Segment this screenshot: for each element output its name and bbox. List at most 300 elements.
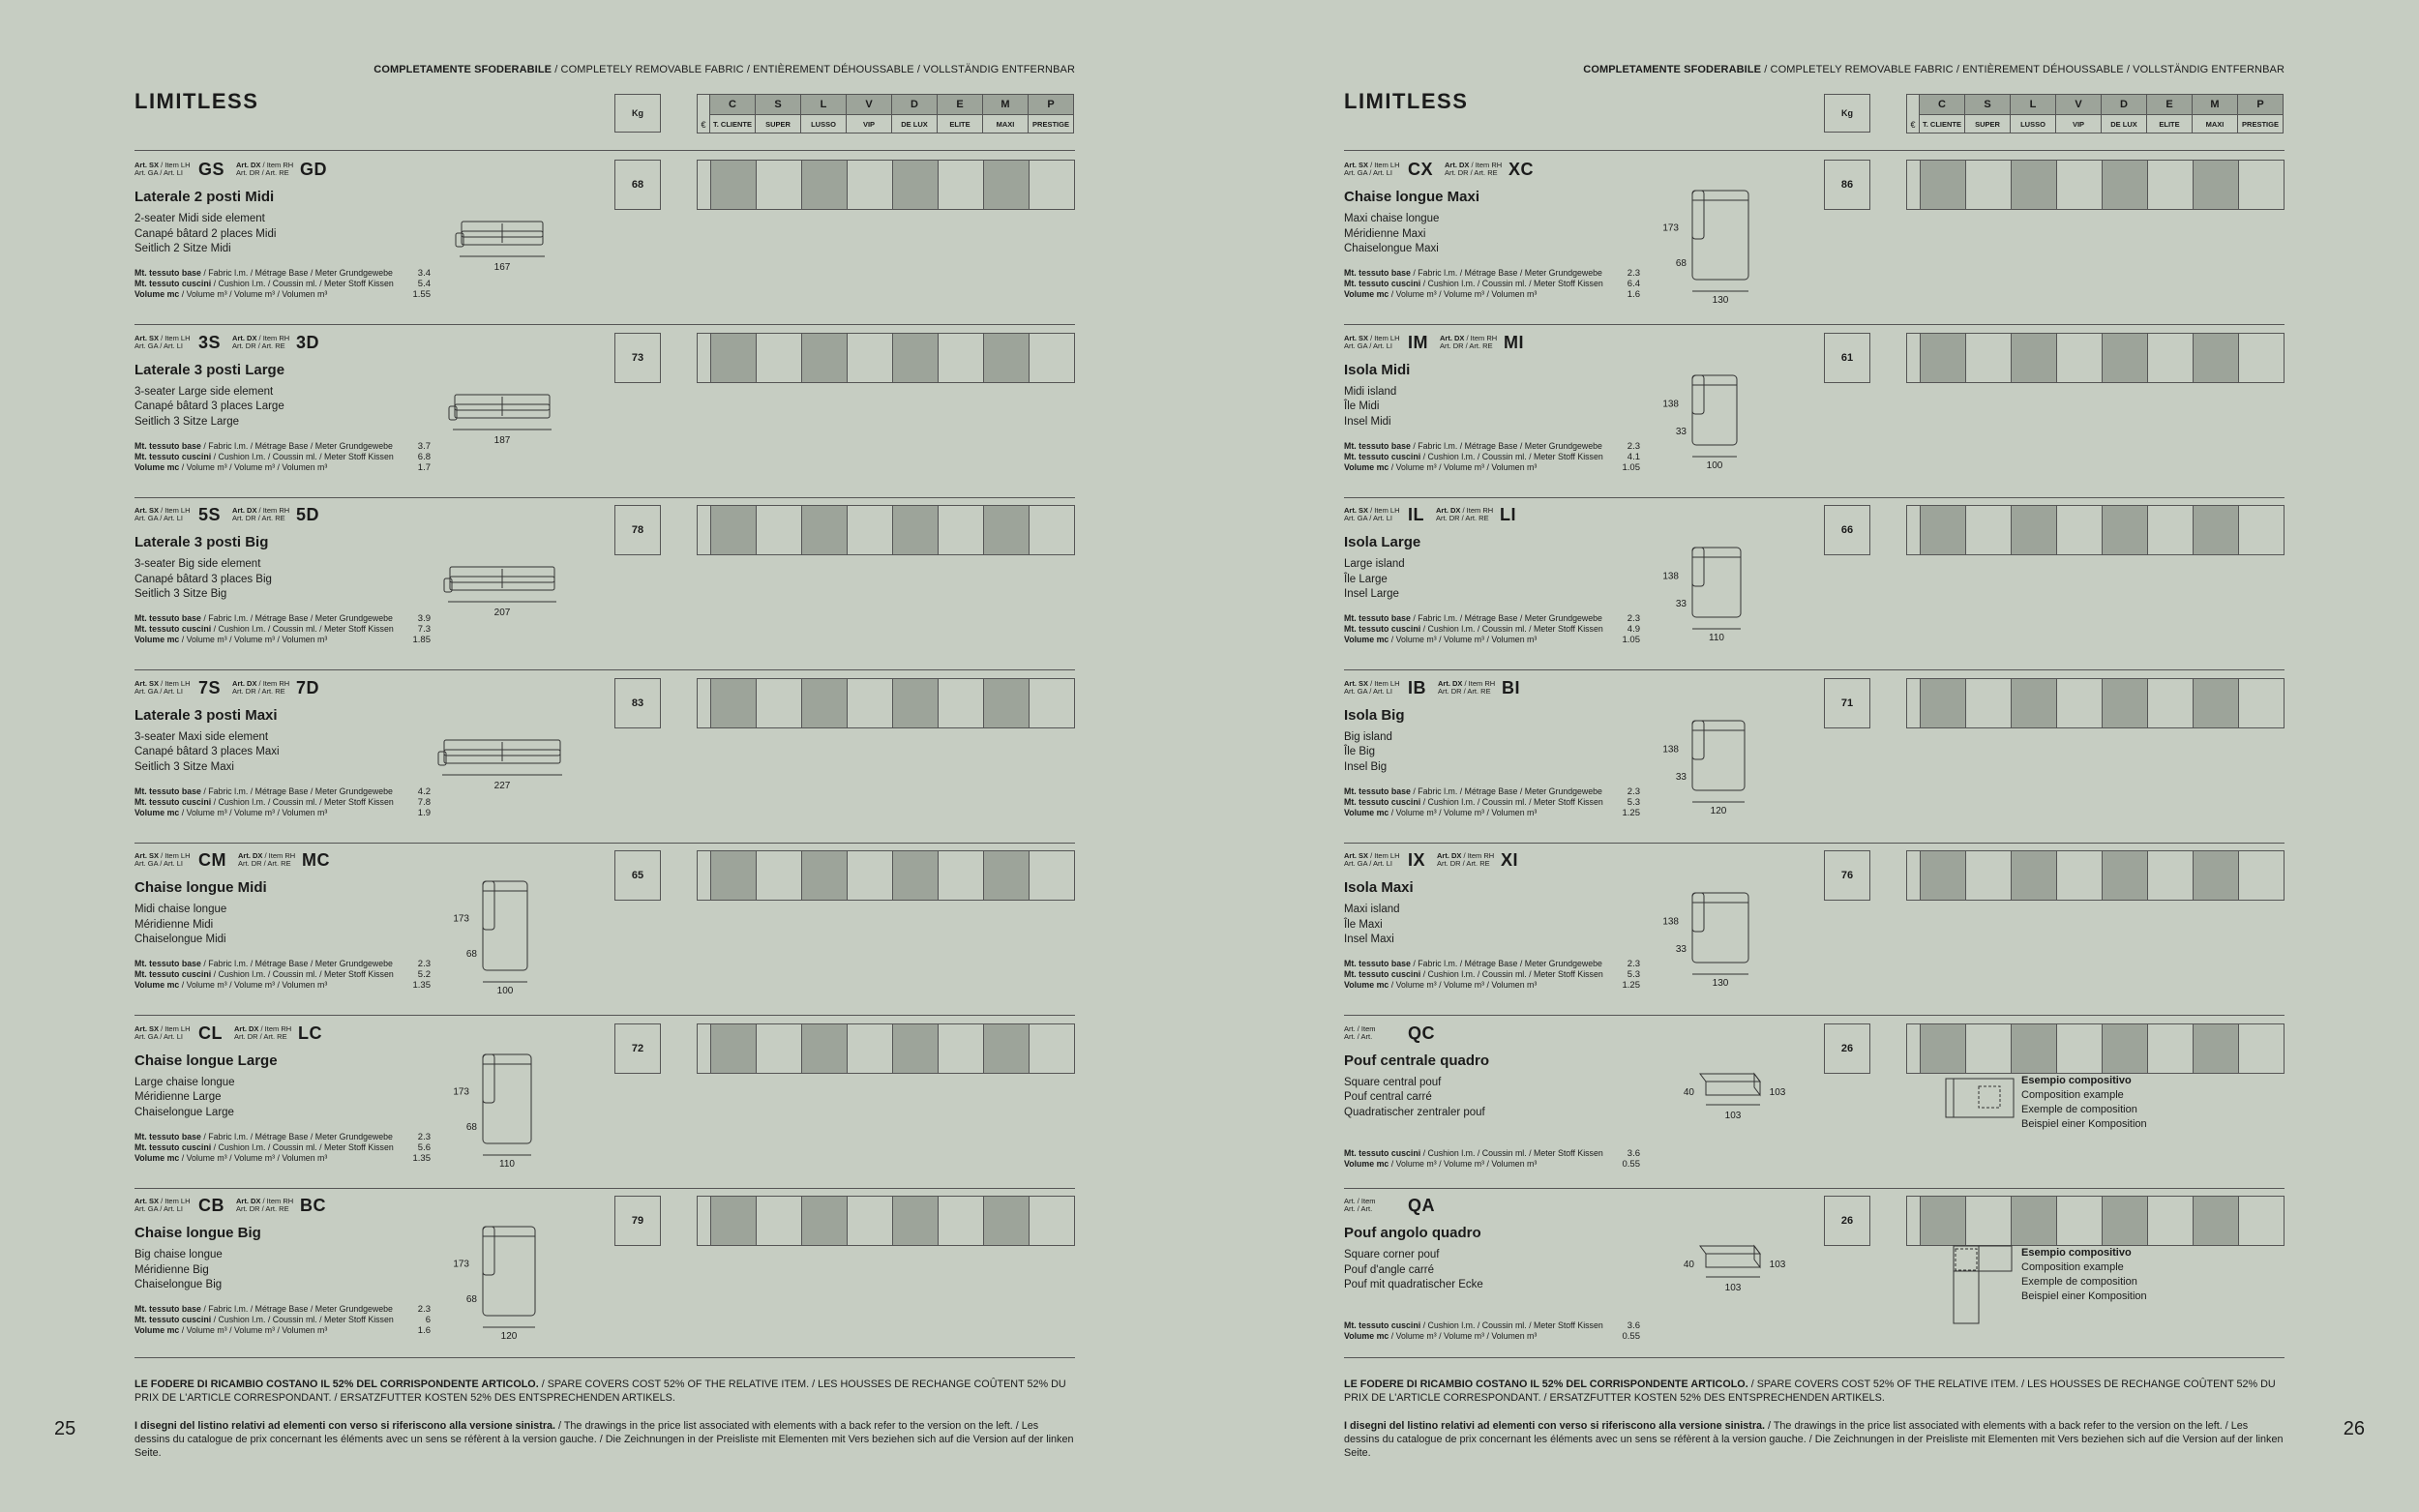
rh-code: LI <box>1500 505 1516 524</box>
spec-line: Volume mc / Volume m³ / Volume m³ / Volumen m³ <box>1344 1331 1538 1341</box>
article-codes <box>134 1025 334 1041</box>
element-drawing-svg <box>1634 181 1818 316</box>
pouf-front <box>1706 1254 1760 1267</box>
description-line: Insel Midi <box>1344 415 1391 428</box>
spec-line: Mt. tessuto cuscini / Cushion l.m. / Coussin ml. / Meter Stoff Kissen <box>134 969 394 979</box>
lh-label: Art. SX / Item LH Art. GA / Art. LI <box>134 678 191 696</box>
spec-line: Volume mc / Volume m³ / Volume m³ / Volumen m³ <box>1344 807 1538 817</box>
spec-value: 1.05 <box>1622 461 1640 473</box>
chaise-body <box>1692 893 1748 963</box>
price-cell-s <box>757 334 802 382</box>
description-line: Île Big <box>1344 746 1375 757</box>
lh-label: Art. SX / Item LH Art. GA / Art. LI <box>134 506 191 522</box>
rh-code: MC <box>302 850 330 870</box>
composition-outline <box>1946 1079 2014 1117</box>
price-cell-c <box>711 1197 757 1245</box>
item-title: Chaise longue Big <box>134 1225 261 1241</box>
footer-notes: LE FODERE DI RICAMBIO COSTANO IL 52% DEL CORRISPONDENTE ARTICOLO. / SPARE COVERS COST 52% OF THE RELATIVE ITEM. / LES HOUSSES DE RECHANGE COÛTENT 52% DU PRIX DE L'ARTICLE CORRESPONDANT. / ERSATZFUTTER KOSTEN 52% DES ENTSPRECHENDEN ARTIKELS. I disegni del listino relativi ad elementi con verso si riferiscono alla versione sinistra. / The drawings in the price list associated with elements with a back refer to the version on the left. / Les dessins du catalogue de prix concernant les éléments avec un sens se réfèrent à la version gauche. / Die Zeichnungen in der Preisliste mit Elementen mit Vers beziehen sich auf die Version auf der linken Seite. <box>1344 1357 2285 1474</box>
rh-label: Art. DX / Item RH Art. DR / Art. RE <box>1436 506 1494 522</box>
spec-line: Mt. tessuto cuscini / Cushion l.m. / Coussin ml. / Meter Stoff Kissen <box>134 1141 394 1152</box>
price-euro-cell <box>1907 1197 1921 1245</box>
price-cell-m <box>2194 334 2239 382</box>
article-codes <box>134 852 342 868</box>
lh-code: 3S <box>198 332 222 352</box>
price-cell-e <box>2148 1024 2194 1073</box>
composition-pouf <box>1979 1086 2000 1108</box>
article-code: QC <box>1408 1023 1435 1043</box>
price-cell-e <box>939 851 984 900</box>
item-description <box>134 903 226 948</box>
item-description <box>1344 557 1405 603</box>
price-name: DE LUX <box>2102 115 2147 133</box>
price-cell-d <box>2103 506 2148 554</box>
price-column-c <box>710 94 756 133</box>
price-cell-e <box>2148 161 2194 209</box>
description-line: Midi island <box>1344 385 1397 398</box>
spec-value: 1.6 <box>1627 289 1640 300</box>
price-cell-p <box>1030 334 1074 382</box>
price-cell-e <box>939 1197 984 1245</box>
price-letter: C <box>710 94 756 115</box>
catalog-item <box>134 497 1075 669</box>
spec-line: Mt. tessuto base / Fabric l.m. / Métrage Base / Meter Grundgewebe <box>1344 613 1602 623</box>
composition-outline-top <box>1954 1246 2012 1271</box>
price-cells <box>1906 678 2285 728</box>
element-drawing-svg <box>425 872 609 1007</box>
fabric-specs <box>134 613 394 645</box>
chaise-back <box>1692 548 1704 586</box>
spec-line: Volume mc / Volume m³ / Volume m³ / Volumen m³ <box>1344 461 1538 472</box>
composition-example-drawing <box>1944 1241 2021 1333</box>
item-weight: 61 <box>1824 333 1870 383</box>
euro-symbol: € <box>1906 94 1920 133</box>
spec-value: 3.4 <box>417 268 431 279</box>
width-label: 130 <box>1712 295 1729 306</box>
spec-value: 3.6 <box>1627 1147 1640 1159</box>
element-drawing <box>1634 699 1818 840</box>
description-line: Méridienne Large <box>134 1091 222 1103</box>
price-cell-m <box>2194 1197 2239 1245</box>
spec-line: Volume mc / Volume m³ / Volume m³ / Volumen m³ <box>134 1325 328 1335</box>
price-cell-e <box>939 1024 984 1073</box>
price-euro-cell <box>698 1197 711 1245</box>
article-label: Art. / Item Art. / Art. <box>1344 1023 1376 1041</box>
catalog-item <box>1344 670 2285 843</box>
item-description <box>1344 212 1439 257</box>
kg-header: Kg <box>614 94 661 133</box>
price-cell-e <box>939 506 984 554</box>
price-cell-m <box>2194 679 2239 727</box>
width-label: 167 <box>493 262 511 273</box>
width-label: 110 <box>499 1158 515 1170</box>
price-letter: D <box>2102 94 2147 115</box>
element-drawing <box>425 354 609 494</box>
price-letter: P <box>1029 94 1074 115</box>
depth-label: 138 <box>1662 743 1679 755</box>
description-line: Seitlich 3 Sitze Big <box>134 588 227 600</box>
price-cell-e <box>2148 851 2194 900</box>
spec-value: 1.9 <box>417 807 431 818</box>
element-drawing-svg <box>425 1045 609 1180</box>
row-separator <box>134 1015 1075 1016</box>
price-cell-c <box>1921 161 1966 209</box>
removable-fabric-note: COMPLETAMENTE SFODERABILE / COMPLETELY REMOVABLE FABRIC / ENTIÈREMENT DÉHOUSSABLE / VOLLSTÄNDIG ENTFERNBAR <box>1583 64 2285 75</box>
depth-label: 138 <box>1662 571 1679 582</box>
lh-code: CX <box>1408 160 1434 179</box>
price-cell-d <box>893 679 939 727</box>
composition-back <box>1946 1079 1954 1117</box>
height-label: 40 <box>1683 1260 1694 1270</box>
element-drawing <box>1634 181 1818 321</box>
price-cell-l <box>802 1024 848 1073</box>
price-name: PRESTIGE <box>1029 115 1074 133</box>
price-cell-c <box>1921 506 1966 554</box>
fabric-specs <box>134 268 394 300</box>
price-header <box>697 94 1074 133</box>
element-drawing <box>1634 526 1818 667</box>
spec-value: 4.1 <box>1627 451 1640 462</box>
price-euro-cell <box>1907 506 1921 554</box>
price-cell-m <box>2194 1024 2239 1073</box>
price-cells <box>697 160 1075 210</box>
price-cell-c <box>711 851 757 900</box>
price-letter: V <box>2056 94 2102 115</box>
price-cell-p <box>1030 851 1074 900</box>
element-drawing <box>425 181 609 321</box>
description-line: Insel Maxi <box>1344 934 1394 945</box>
description-line: Midi chaise longue <box>134 904 227 915</box>
element-drawing-svg <box>425 354 609 489</box>
spec-line: Mt. tessuto base / Fabric l.m. / Métrage Base / Meter Grundgewebe <box>1344 268 1602 278</box>
price-column-c <box>1920 94 1965 133</box>
price-cell-c <box>1921 334 1966 382</box>
price-cell-v <box>2057 506 2103 554</box>
spec-line: Mt. tessuto cuscini / Cushion l.m. / Coussin ml. / Meter Stoff Kissen <box>134 451 394 461</box>
description-line: Insel Big <box>1344 760 1388 773</box>
lh-label: Art. SX / Item LH Art. GA / Art. LI <box>134 851 191 868</box>
spec-line: Volume mc / Volume m³ / Volume m³ / Volumen m³ <box>134 289 328 299</box>
description-line: Chaiselongue Large <box>134 1106 234 1118</box>
description-line: Île Maxi <box>1344 918 1383 931</box>
lh-label: Art. SX / Item LH Art. GA / Art. LI <box>1344 678 1400 696</box>
spec-line: Volume mc / Volume m³ / Volume m³ / Volumen m³ <box>1344 980 1538 990</box>
description-line: Canapé bâtard 3 places Large <box>134 400 284 412</box>
price-cell-v <box>848 1024 893 1073</box>
row-separator <box>134 497 1075 498</box>
price-euro-cell <box>698 334 711 382</box>
spec-value: 5.6 <box>417 1141 431 1153</box>
row-separator <box>1344 669 2285 670</box>
price-cells <box>1906 505 2285 555</box>
price-cell-p <box>1030 506 1074 554</box>
description-line: Méridienne Maxi <box>1344 227 1426 240</box>
description-line: Maxi chaise longue <box>1344 213 1440 224</box>
spec-value: 1.35 <box>412 980 431 991</box>
spec-line: Mt. tessuto base / Fabric l.m. / Métrage Base / Meter Grundgewebe <box>1344 786 1602 796</box>
chaise-back <box>1692 375 1704 414</box>
price-cells <box>1906 333 2285 383</box>
item-description <box>1344 385 1396 430</box>
description-line: Méridienne Midi <box>134 918 214 931</box>
spec-line: Mt. tessuto base / Fabric l.m. / Métrage Base / Meter Grundgewebe <box>134 1131 393 1141</box>
chaise-body <box>1692 375 1737 445</box>
spec-line: Mt. tessuto base / Fabric l.m. / Métrage Base / Meter Grundgewebe <box>1344 959 1602 968</box>
price-cell-c <box>711 161 757 209</box>
spec-line: Mt. tessuto cuscini / Cushion l.m. / Coussin ml. / Meter Stoff Kissen <box>1344 1147 1603 1158</box>
spec-line: Volume mc / Volume m³ / Volume m³ / Volumen m³ <box>1344 1158 1538 1169</box>
price-cell-c <box>711 1024 757 1073</box>
chaise-body <box>1692 721 1745 790</box>
price-cell-e <box>2148 506 2194 554</box>
price-euro-cell <box>1907 1024 1921 1073</box>
price-cells <box>697 1023 1075 1074</box>
catalog-item <box>134 670 1075 843</box>
fabric-specs <box>1344 268 1603 300</box>
price-cell-v <box>848 851 893 900</box>
width-label: 110 <box>1709 633 1724 643</box>
price-column-v <box>847 94 892 133</box>
description-line: Quadratischer zentraler pouf <box>1344 1106 1485 1118</box>
price-euro-cell <box>698 679 711 727</box>
fabric-specs <box>1344 786 1603 818</box>
spec-value: 3.6 <box>1627 1320 1640 1331</box>
pouf-side <box>1754 1246 1760 1267</box>
composition-outline-side <box>1954 1246 1979 1323</box>
element-drawing-svg <box>1634 354 1818 489</box>
article-codes <box>1344 507 1528 522</box>
price-cell-p <box>2239 1024 2284 1073</box>
price-cell-l <box>802 679 848 727</box>
item-title: Isola Large <box>1344 534 1421 550</box>
item-weight: 71 <box>1824 678 1870 728</box>
spec-line: Mt. tessuto base / Fabric l.m. / Métrage Base / Meter Grundgewebe <box>134 613 393 623</box>
price-cells <box>697 505 1075 555</box>
description-line: Canapé bâtard 3 places Maxi <box>134 746 280 757</box>
item-weight: 86 <box>1824 160 1870 210</box>
lh-label: Art. SX / Item LH Art. GA / Art. LI <box>1344 851 1400 868</box>
item-title: Isola Midi <box>1344 361 1411 378</box>
price-cell-l <box>802 161 848 209</box>
spec-line: Mt. tessuto cuscini / Cushion l.m. / Coussin ml. / Meter Stoff Kissen <box>1344 624 1603 634</box>
chaise-back <box>483 1054 494 1103</box>
item-weight: 72 <box>614 1023 661 1074</box>
article-label: Art. / Item Art. / Art. <box>1344 1197 1376 1213</box>
lh-label: Art. SX / Item LH Art. GA / Art. LI <box>134 1197 191 1213</box>
element-drawing-svg <box>1634 526 1818 662</box>
width-label: 103 <box>1724 1110 1742 1121</box>
catalog-item <box>134 152 1075 324</box>
spec-line: Mt. tessuto base / Fabric l.m. / Métrage Base / Meter Grundgewebe <box>134 1304 393 1314</box>
description-line: Large island <box>1344 558 1405 570</box>
element-drawing <box>425 526 609 667</box>
price-column-p <box>2238 94 2284 133</box>
description-line: Insel Large <box>1344 588 1399 600</box>
item-title: Pouf angolo quadro <box>1344 1225 1481 1241</box>
chaise-back <box>1692 191 1704 239</box>
catalog-item <box>134 1016 1075 1188</box>
spec-line: Mt. tessuto cuscini / Cushion l.m. / Coussin ml. / Meter Stoff Kissen <box>1344 1320 1603 1330</box>
item-weight: 26 <box>1824 1023 1870 1074</box>
row-separator <box>134 669 1075 670</box>
catalog-item <box>134 843 1075 1015</box>
item-description <box>1344 903 1400 948</box>
price-letter: M <box>2193 94 2238 115</box>
item-title: Isola Big <box>1344 706 1405 724</box>
price-letter: P <box>2238 94 2284 115</box>
spec-line: Mt. tessuto cuscini / Cushion l.m. / Coussin ml. / Meter Stoff Kissen <box>1344 969 1603 979</box>
price-cell-v <box>848 1197 893 1245</box>
rh-code: XC <box>1508 160 1535 179</box>
item-weight: 73 <box>614 333 661 383</box>
price-cell-s <box>1966 334 2012 382</box>
price-letter: S <box>1965 94 2011 115</box>
price-cell-s <box>1966 161 2012 209</box>
item-weight: 68 <box>614 160 661 210</box>
article-codes <box>1344 677 1532 697</box>
rh-label: Art. DX / Item RH Art. DR / Art. RE <box>236 1197 294 1213</box>
price-column-l <box>801 94 847 133</box>
price-cell-p <box>2239 506 2284 554</box>
description-line: Méridienne Big <box>134 1263 209 1276</box>
rh-label: Art. DX / Item RH Art. DR / Art. RE <box>232 506 290 522</box>
rh-code: BI <box>1502 677 1520 697</box>
width-label: 187 <box>493 434 511 446</box>
width-label: 120 <box>1710 805 1727 816</box>
removable-fabric-note: COMPLETAMENTE SFODERABILE / COMPLETELY REMOVABLE FABRIC / ENTIÈREMENT DÉHOUSSABLE / VOLLSTÄNDIG ENTFERNBAR <box>373 64 1075 75</box>
seat-depth-label: 33 <box>1675 599 1687 610</box>
price-letter: M <box>983 94 1029 115</box>
price-column-p <box>1029 94 1074 133</box>
composition-pouf <box>1956 1249 1977 1270</box>
kg-header: Kg <box>1824 94 1870 133</box>
description-line: Seitlich 3 Sitze Maxi <box>134 760 234 773</box>
price-cell-m <box>984 1024 1030 1073</box>
description-line: Pouf mit quadratischer Ecke <box>1344 1279 1483 1290</box>
price-cells <box>697 678 1075 728</box>
row-separator <box>1344 1015 2285 1016</box>
price-cells <box>1906 1023 2285 1074</box>
price-cell-e <box>2148 679 2194 727</box>
rh-code: 5D <box>296 505 320 524</box>
row-separator <box>1344 497 2285 498</box>
rh-label: Art. DX / Item RH Art. DR / Art. RE <box>1437 851 1495 868</box>
item-description <box>134 730 280 776</box>
price-cell-s <box>757 679 802 727</box>
spec-value: 1.7 <box>417 461 431 473</box>
price-column-m <box>2193 94 2238 133</box>
spec-value: 2.3 <box>417 959 431 969</box>
element-drawing <box>1634 354 1818 494</box>
price-cell-c <box>711 506 757 554</box>
chaise-back <box>1692 721 1704 759</box>
rh-label: Art. DX / Item RH Art. DR / Art. RE <box>232 678 290 696</box>
price-cell-m <box>984 334 1030 382</box>
price-cell-v <box>2057 161 2103 209</box>
price-euro-cell <box>698 506 711 554</box>
price-header <box>1906 94 2284 133</box>
price-cell-p <box>2239 161 2284 209</box>
price-cells <box>1906 160 2285 210</box>
price-euro-cell <box>1907 334 1921 382</box>
spec-value: 2.3 <box>1627 786 1640 797</box>
description-line: Large chaise longue <box>134 1076 235 1088</box>
lh-code: 5S <box>198 505 222 524</box>
price-cell-m <box>2194 506 2239 554</box>
price-cells <box>697 850 1075 901</box>
price-cell-l <box>2012 851 2057 900</box>
brand-title: LIMITLESS <box>1344 89 1469 113</box>
price-cell-d <box>2103 1197 2148 1245</box>
lh-code: IM <box>1408 332 1428 352</box>
rh-label: Art. DX / Item RH Art. DR / Art. RE <box>234 1023 292 1041</box>
price-cells <box>1906 850 2285 901</box>
spec-value: 2.3 <box>1627 959 1640 969</box>
price-cell-c <box>1921 1024 1966 1073</box>
price-name: T. CLIENTE <box>710 115 756 133</box>
spec-value: 5.3 <box>1627 796 1640 808</box>
description-line: Chaiselongue Big <box>134 1279 223 1290</box>
item-title: Chaise longue Midi <box>134 879 267 896</box>
spec-value: 1.85 <box>412 635 431 645</box>
price-name: ELITE <box>938 115 983 133</box>
spec-value: 2.3 <box>417 1131 431 1142</box>
pouf-top <box>1700 1074 1760 1082</box>
price-cell-d <box>2103 851 2148 900</box>
element-drawing <box>425 699 609 840</box>
width-label: 130 <box>1712 978 1729 989</box>
spec-line: Volume mc / Volume m³ / Volume m³ / Volumen m³ <box>1344 635 1538 644</box>
price-column-v <box>2056 94 2102 133</box>
price-column-d <box>2102 94 2147 133</box>
description-line: Seitlich 3 Sitze Large <box>134 415 240 428</box>
chaise-back <box>483 881 494 930</box>
element-drawing-svg <box>425 526 609 662</box>
price-cell-m <box>984 851 1030 900</box>
rh-label: Art. DX / Item RH Art. DR / Art. RE <box>236 161 294 177</box>
fabric-specs <box>1344 1148 1603 1170</box>
price-cell-d <box>893 1024 939 1073</box>
item-weight: 26 <box>1824 1196 1870 1246</box>
price-column-d <box>892 94 938 133</box>
element-drawing-svg <box>425 699 609 835</box>
euro-symbol: € <box>697 94 710 133</box>
element-drawing <box>425 1045 609 1185</box>
width-label: 103 <box>1724 1283 1742 1293</box>
description-line: Big island <box>1344 730 1392 743</box>
fabric-specs <box>134 1132 394 1164</box>
lh-label: Art. SX / Item LH Art. GA / Art. LI <box>1344 161 1400 177</box>
price-name: ELITE <box>2147 115 2193 133</box>
price-name: DE LUX <box>892 115 938 133</box>
price-name: SUPER <box>756 115 801 133</box>
element-drawing-svg <box>1634 699 1818 835</box>
price-name: LUSSO <box>2011 115 2056 133</box>
spec-line: Volume mc / Volume m³ / Volume m³ / Volumen m³ <box>134 980 328 990</box>
item-description <box>134 557 272 603</box>
rh-code: 3D <box>296 332 320 352</box>
price-name: VIP <box>847 115 892 133</box>
spec-value: 2.3 <box>1627 613 1640 624</box>
price-cell-v <box>2057 851 2103 900</box>
item-description <box>134 1248 223 1293</box>
spec-line: Volume mc / Volume m³ / Volume m³ / Volumen m³ <box>134 807 328 817</box>
description-line: Pouf d'angle carré <box>1344 1263 1434 1276</box>
price-cell-s <box>1966 851 2012 900</box>
spec-line: Mt. tessuto cuscini / Cushion l.m. / Coussin ml. / Meter Stoff Kissen <box>134 796 394 807</box>
price-cell-s <box>757 161 802 209</box>
page-number: 25 <box>54 1418 76 1439</box>
fabric-specs <box>134 959 394 991</box>
